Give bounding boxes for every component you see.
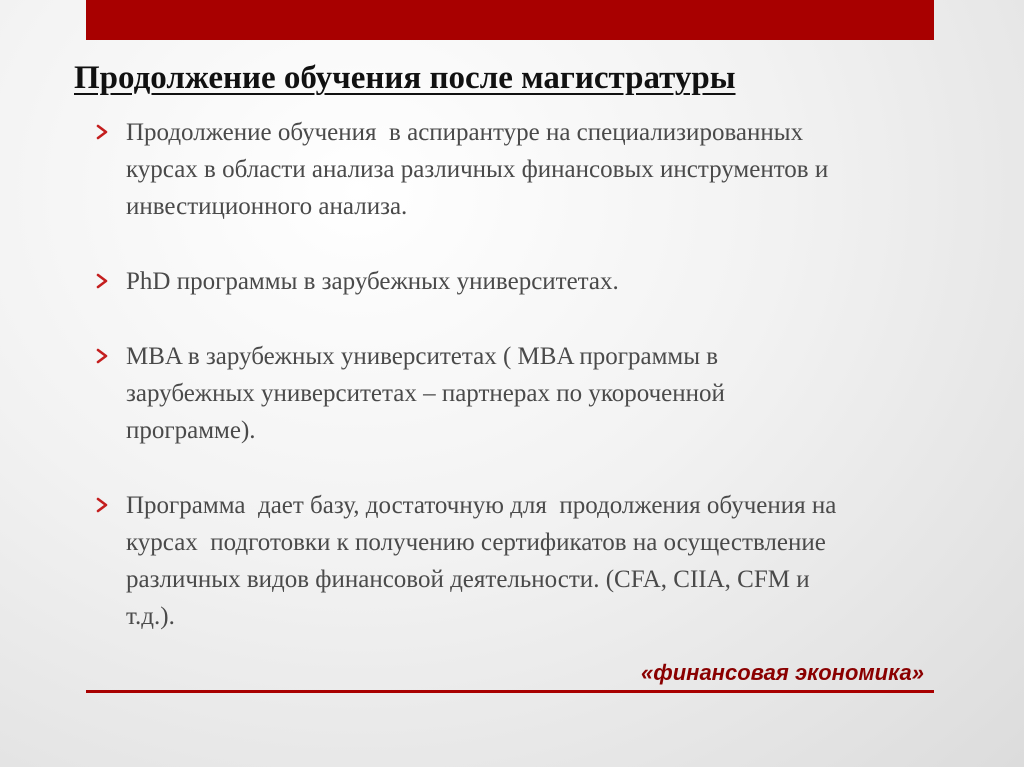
bullet-line: курсах в области анализа различных финансовых инструментов и	[126, 156, 829, 183]
footer-caption: «финансовая экономика»	[641, 660, 924, 685]
bullet-line: инвестиционного анализа.	[126, 193, 408, 220]
bullet-line: MBA в зарубежных университетах ( MBA программы в	[126, 343, 719, 370]
bullet-item	[93, 263, 998, 300]
top-accent-bar	[86, 0, 934, 40]
arrowhead-right-icon	[95, 124, 111, 140]
bottom-divider	[86, 690, 934, 693]
bullet-item	[93, 114, 998, 225]
bullet-item	[93, 338, 998, 449]
bullet-line: различных видов финансовой деятельности. (CFA, CIIA, CFM и	[126, 566, 810, 593]
bullet-line: PhD программы в зарубежных университетах.	[126, 268, 619, 295]
bullet-item	[93, 487, 998, 635]
slide-title: Продолжение обучения после магистратуры	[74, 60, 736, 96]
bullet-list	[93, 114, 998, 635]
bullet-line: Программа дает базу, достаточную для продолжения обучения на	[126, 492, 837, 519]
arrowhead-right-icon	[95, 348, 111, 364]
bullet-line: курсах подготовки к получению сертификатов на осуществление	[126, 529, 826, 556]
arrowhead-right-icon	[95, 497, 111, 513]
arrowhead-right-icon	[95, 273, 111, 289]
bullet-line: Продолжение обучения в аспирантуре на специализированных	[126, 119, 804, 146]
bullet-line: т.д.).	[126, 603, 175, 630]
bullet-line: зарубежных университетах – партнерах по укороченной	[126, 380, 725, 407]
bullet-line: программе).	[126, 417, 256, 444]
